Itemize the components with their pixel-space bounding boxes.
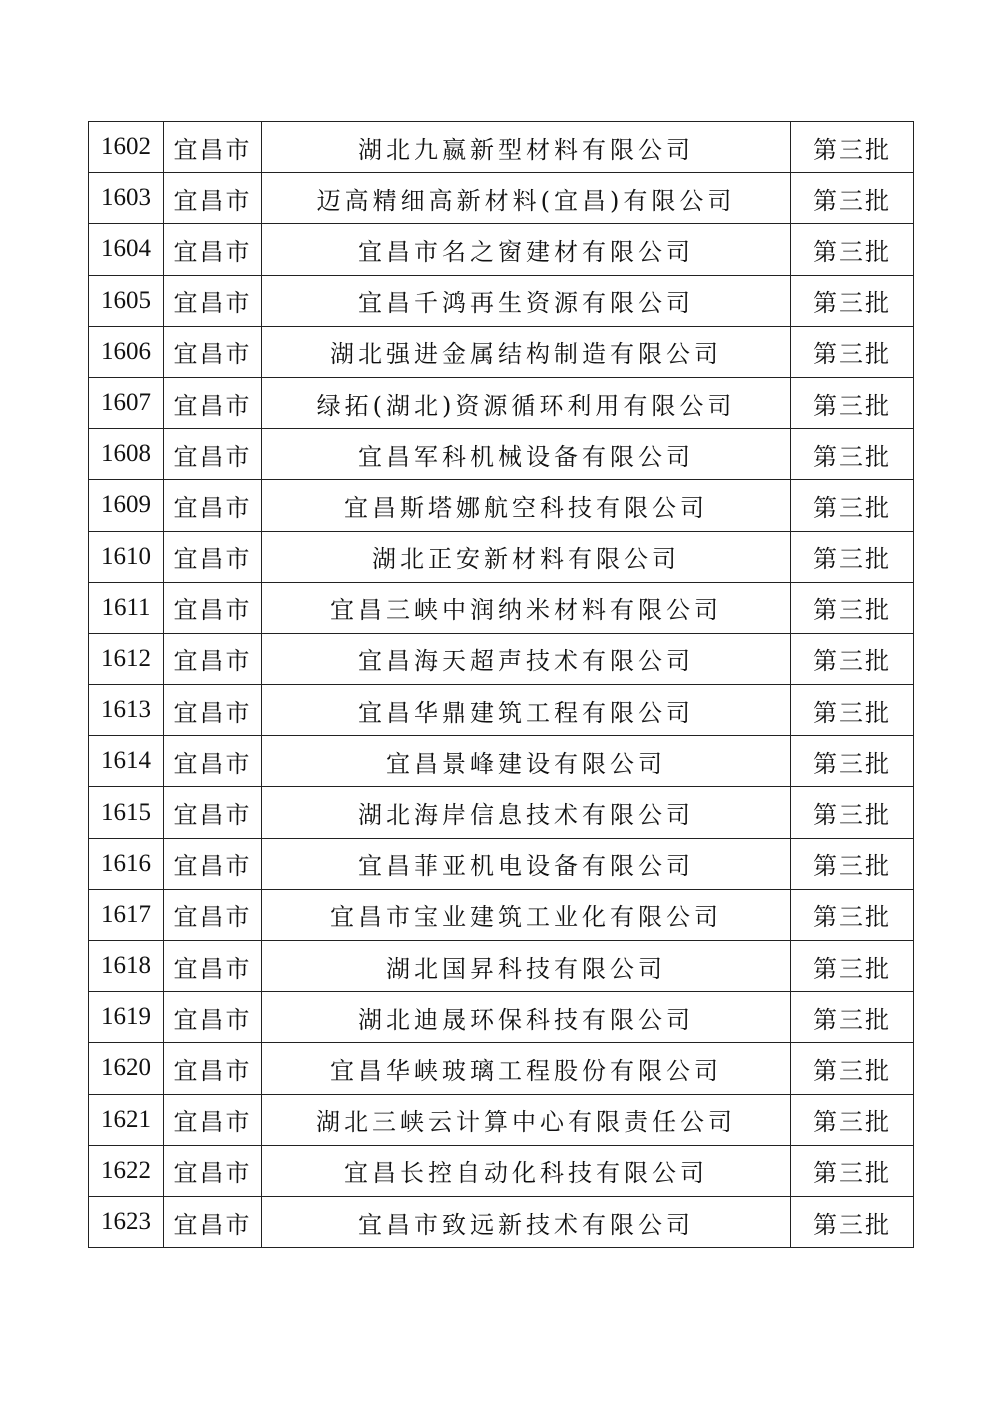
cell-company-name: 宜昌华峡玻璃工程股份有限公司 <box>262 1043 791 1094</box>
table-row <box>89 326 914 377</box>
cell-batch: 第三批 <box>791 122 914 173</box>
cell-city: 宜昌市 <box>164 531 262 582</box>
cell-batch: 第三批 <box>791 941 914 992</box>
cell-company-name: 宜昌斯塔娜航空科技有限公司 <box>262 480 791 531</box>
cell-city: 宜昌市 <box>164 685 262 736</box>
cell-company-name: 宜昌市名之窗建材有限公司 <box>262 224 791 275</box>
cell-company-name: 宜昌景峰建设有限公司 <box>262 736 791 787</box>
cell-city: 宜昌市 <box>164 582 262 633</box>
cell-batch: 第三批 <box>791 1145 914 1196</box>
cell-batch: 第三批 <box>791 326 914 377</box>
cell-batch: 第三批 <box>791 633 914 684</box>
cell-batch: 第三批 <box>791 173 914 224</box>
cell-batch: 第三批 <box>791 480 914 531</box>
cell-city: 宜昌市 <box>164 326 262 377</box>
cell-city: 宜昌市 <box>164 122 262 173</box>
cell-serial-number: 1611 <box>89 582 164 633</box>
cell-company-name: 湖北三峡云计算中心有限责任公司 <box>262 1094 791 1145</box>
cell-serial-number: 1621 <box>89 1094 164 1145</box>
cell-serial-number: 1606 <box>89 326 164 377</box>
table-row <box>89 531 914 582</box>
cell-company-name: 湖北正安新材料有限公司 <box>262 531 791 582</box>
cell-batch: 第三批 <box>791 889 914 940</box>
cell-company-name: 宜昌三峡中润纳米材料有限公司 <box>262 582 791 633</box>
cell-city: 宜昌市 <box>164 838 262 889</box>
cell-serial-number: 1614 <box>89 736 164 787</box>
cell-company-name: 宜昌市致远新技术有限公司 <box>262 1196 791 1247</box>
cell-company-name: 宜昌华鼎建筑工程有限公司 <box>262 685 791 736</box>
cell-company-name: 宜昌长控自动化科技有限公司 <box>262 1145 791 1196</box>
cell-city: 宜昌市 <box>164 889 262 940</box>
cell-batch: 第三批 <box>791 992 914 1043</box>
cell-city: 宜昌市 <box>164 1196 262 1247</box>
table-row <box>89 633 914 684</box>
cell-serial-number: 1618 <box>89 941 164 992</box>
cell-batch: 第三批 <box>791 224 914 275</box>
cell-serial-number: 1623 <box>89 1196 164 1247</box>
cell-company-name: 湖北强进金属结构制造有限公司 <box>262 326 791 377</box>
cell-company-name: 宜昌市宝业建筑工业化有限公司 <box>262 889 791 940</box>
cell-city: 宜昌市 <box>164 633 262 684</box>
cell-batch: 第三批 <box>791 787 914 838</box>
cell-serial-number: 1616 <box>89 838 164 889</box>
table-row <box>89 1196 914 1247</box>
cell-serial-number: 1613 <box>89 685 164 736</box>
cell-serial-number: 1617 <box>89 889 164 940</box>
table-row <box>89 429 914 480</box>
cell-city: 宜昌市 <box>164 941 262 992</box>
cell-serial-number: 1620 <box>89 1043 164 1094</box>
cell-serial-number: 1619 <box>89 992 164 1043</box>
cell-city: 宜昌市 <box>164 992 262 1043</box>
cell-company-name: 湖北九嬴新型材料有限公司 <box>262 122 791 173</box>
cell-batch: 第三批 <box>791 1196 914 1247</box>
cell-serial-number: 1609 <box>89 480 164 531</box>
table-row <box>89 1094 914 1145</box>
table-row <box>89 787 914 838</box>
cell-batch: 第三批 <box>791 377 914 428</box>
table-row <box>89 173 914 224</box>
cell-batch: 第三批 <box>791 685 914 736</box>
table-row <box>89 275 914 326</box>
table-row <box>89 1145 914 1196</box>
table-row <box>89 224 914 275</box>
cell-batch: 第三批 <box>791 736 914 787</box>
table-row <box>89 889 914 940</box>
cell-city: 宜昌市 <box>164 1145 262 1196</box>
cell-city: 宜昌市 <box>164 224 262 275</box>
cell-serial-number: 1602 <box>89 122 164 173</box>
cell-serial-number: 1603 <box>89 173 164 224</box>
table-row <box>89 992 914 1043</box>
cell-serial-number: 1604 <box>89 224 164 275</box>
table-row <box>89 685 914 736</box>
cell-company-name: 宜昌海天超声技术有限公司 <box>262 633 791 684</box>
cell-batch: 第三批 <box>791 429 914 480</box>
cell-company-name: 湖北国昇科技有限公司 <box>262 941 791 992</box>
cell-city: 宜昌市 <box>164 787 262 838</box>
cell-city: 宜昌市 <box>164 736 262 787</box>
cell-company-name: 湖北迪晟环保科技有限公司 <box>262 992 791 1043</box>
cell-serial-number: 1612 <box>89 633 164 684</box>
cell-serial-number: 1607 <box>89 377 164 428</box>
cell-batch: 第三批 <box>791 531 914 582</box>
cell-city: 宜昌市 <box>164 173 262 224</box>
cell-batch: 第三批 <box>791 1043 914 1094</box>
cell-city: 宜昌市 <box>164 1094 262 1145</box>
table-row <box>89 1043 914 1094</box>
cell-serial-number: 1608 <box>89 429 164 480</box>
cell-city: 宜昌市 <box>164 480 262 531</box>
cell-city: 宜昌市 <box>164 377 262 428</box>
cell-city: 宜昌市 <box>164 429 262 480</box>
cell-company-name: 绿拓(湖北)资源循环利用有限公司 <box>262 377 791 428</box>
table-row <box>89 480 914 531</box>
table-row <box>89 122 914 173</box>
cell-batch: 第三批 <box>791 1094 914 1145</box>
cell-company-name: 湖北海岸信息技术有限公司 <box>262 787 791 838</box>
cell-company-name: 宜昌军科机械设备有限公司 <box>262 429 791 480</box>
cell-company-name: 迈高精细高新材料(宜昌)有限公司 <box>262 173 791 224</box>
table-row <box>89 838 914 889</box>
cell-serial-number: 1622 <box>89 1145 164 1196</box>
enterprise-list-body <box>89 122 914 1248</box>
cell-serial-number: 1605 <box>89 275 164 326</box>
cell-batch: 第三批 <box>791 582 914 633</box>
cell-serial-number: 1615 <box>89 787 164 838</box>
cell-batch: 第三批 <box>791 838 914 889</box>
cell-serial-number: 1610 <box>89 531 164 582</box>
table-row <box>89 377 914 428</box>
cell-company-name: 宜昌菲亚机电设备有限公司 <box>262 838 791 889</box>
cell-city: 宜昌市 <box>164 1043 262 1094</box>
cell-company-name: 宜昌千鸿再生资源有限公司 <box>262 275 791 326</box>
table-row <box>89 582 914 633</box>
cell-batch: 第三批 <box>791 275 914 326</box>
table-row <box>89 941 914 992</box>
table-row <box>89 736 914 787</box>
cell-city: 宜昌市 <box>164 275 262 326</box>
enterprise-list-table <box>88 121 914 1248</box>
